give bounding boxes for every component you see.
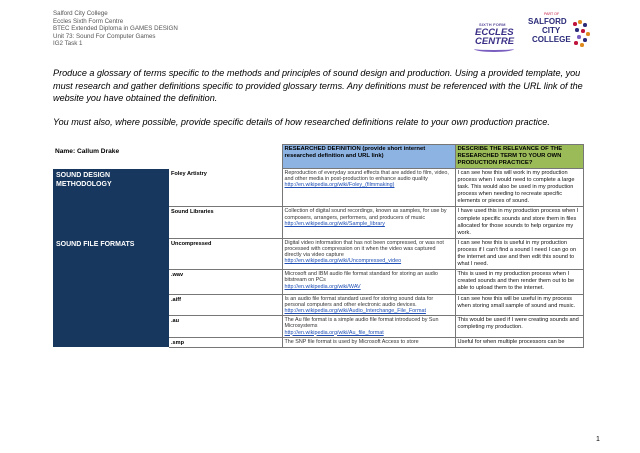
reference-link[interactable]: http://en.wikipedia.org/wiki/Au_file_format — [284, 329, 384, 336]
eccles-sixth-form-logo — [472, 18, 518, 52]
term-cell: Sound Libraries — [169, 207, 282, 238]
table-row — [53, 238, 583, 269]
category-cell — [53, 270, 169, 294]
header-line: IG2 Task 1 — [53, 40, 83, 48]
table-row — [53, 316, 583, 338]
table-row — [53, 337, 583, 347]
relevance-cell: Useful for when multiple processors can be — [455, 337, 583, 347]
category-cell — [53, 316, 169, 338]
category-cell — [53, 337, 169, 347]
definition-cell — [282, 169, 455, 207]
term-cell: .au — [169, 316, 282, 338]
instruction-paragraph: You must also, where possible, provide specific details of how researched definitions relate to your own production practice. — [53, 116, 550, 127]
reference-link[interactable]: http://en.wikipedia.org/wiki/WAV — [284, 283, 361, 290]
definition-text: The Au file format is a simple audio file format introduced by Sun Microsystems — [284, 317, 439, 330]
student-name: Name: Callum Drake — [55, 147, 120, 155]
definition-cell — [282, 337, 455, 347]
category-cell — [53, 207, 169, 238]
relevance-cell: I can see how this will be useful in my process when storing small sample of sound and music. — [455, 294, 583, 316]
category-cell: SOUND FILE FORMATS — [53, 238, 169, 269]
document-header — [53, 10, 178, 48]
category-cell: SOUND DESIGN METHODOLOGY — [53, 169, 169, 207]
category-cell — [53, 294, 169, 316]
reference-link[interactable]: http://en.wikipedia.org/wiki/Foley_(filmmaking) — [284, 182, 395, 189]
reference-link[interactable]: http://en.wikipedia.org/wiki/Sample_library — [284, 220, 385, 227]
reference-link[interactable]: http://en.wikipedia.org/wiki/Uncompressed_video — [284, 258, 402, 265]
definition-text: The SNP file format is used by Microsoft Access to store — [284, 338, 419, 345]
header-line: Eccles Sixth Form Centre — [53, 17, 124, 25]
instruction-paragraph: Produce a glossary of terms specific to the methods and principles of sound design and production. Using a provided template, you must research and gather definitions specific to provided glossary terms. Any definitions must be referenced with the URL link of the website you have obtained the definition. — [53, 68, 583, 104]
salford-logo-line2: CITY — [542, 26, 561, 35]
term-cell: Uncompressed — [169, 238, 282, 269]
definition-cell — [282, 270, 455, 294]
eccles-logo-name: ECCLES — [475, 27, 514, 38]
definition-text: Digital video information that has not been compressed, or was not processed with compression on it when the video was captured directly via video capture — [284, 239, 444, 259]
glossary-table — [53, 144, 583, 348]
header-logos — [472, 12, 590, 54]
salford-logo-part-of: PART OF — [544, 12, 560, 16]
page-number: 1 — [596, 436, 600, 443]
salford-logo-dots — [572, 20, 590, 48]
term-cell: .wav — [169, 270, 282, 294]
relevance-cell: I can see how this is useful in my production process if I can't find a sound I need I can go on the internet and use and then edit this sound to what I need. — [455, 238, 583, 269]
term-cell: .aiff — [169, 294, 282, 316]
term-cell: Foley Artistry — [169, 169, 282, 207]
table-row — [53, 270, 583, 294]
table-row — [53, 294, 583, 316]
definition-text: Is an audio file format standard used for storing sound data for personal computers and other electronic audio devices. — [284, 295, 434, 308]
task-instructions — [53, 67, 593, 139]
eccles-logo-centre: CENTRE — [475, 36, 515, 47]
definition-cell — [282, 238, 455, 269]
table-row — [53, 169, 583, 207]
definition-text: Microsoft and IBM audio file format standard for storing an audio bitstream on PCs — [284, 271, 438, 284]
definition-text: Collection of digital sound recordings, known as samples, for use by composers, arrangers, performers, and producers of music — [284, 208, 447, 221]
relevance-cell: I can see how this will work in my production process when I would need to complete a large task. This would also be used in my production process when needing to recreate specific elements or pieces of sound. — [455, 169, 583, 207]
definition-cell — [282, 294, 455, 316]
definition-text: Reproduction of everyday sound effects that are added to film, video, and other media in post-production to enhance audio quality — [284, 170, 449, 183]
definition-cell — [282, 207, 455, 238]
column-header-relevance: DESCRIBE THE RELEVANCE OF THE RESEARCHED TERM TO YOUR OWN PRODUCTION PRACTICE? — [455, 145, 583, 169]
eccles-logo-sixth: SIXTH FORM — [479, 22, 506, 27]
header-line: Salford City College — [53, 10, 108, 17]
table-row — [53, 207, 583, 238]
relevance-cell: This would be used if I were creating sounds and completing my production. — [455, 316, 583, 338]
definition-cell — [282, 316, 455, 338]
reference-link[interactable]: http://en.wikipedia.org/wiki/Audio_Interchange_File_Format — [284, 307, 426, 314]
header-line: Unit 73: Sound For Computer Games — [53, 32, 156, 40]
term-cell: .smp — [169, 337, 282, 347]
relevance-cell: I have used this in my production process when I complete specific sounds and store them in files allocated for those sounds to help organize my work. — [455, 207, 583, 238]
salford-logo-line3: COLLEGE — [532, 35, 571, 44]
relevance-cell: This is used in my production process when I created sounds and then render them out to be able to upload them to the internet. — [455, 270, 583, 294]
table-header-row — [53, 145, 583, 169]
header-line: BTEC Extended Diploma in GAMES DESIGN — [53, 25, 178, 33]
salford-logo-line1: SALFORD — [528, 17, 567, 26]
salford-city-college-logo — [524, 12, 590, 54]
column-header-definition: RESEARCHED DEFINITION (provide short internet researched definition and URL link) — [282, 145, 455, 169]
eccles-logo-swoosh — [474, 46, 514, 52]
